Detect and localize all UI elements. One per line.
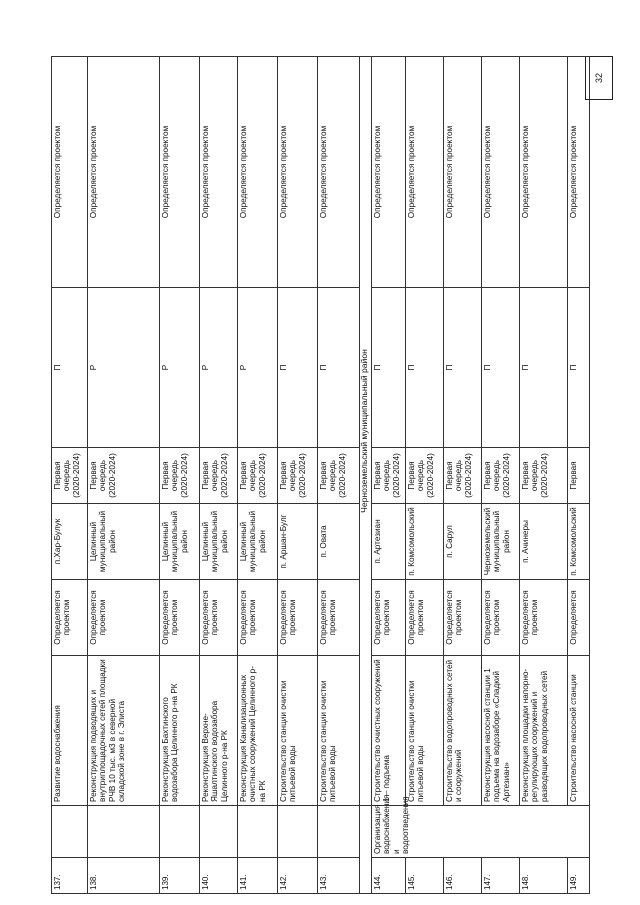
type-cell: П [520,288,568,448]
project-name: Строительство станции очистки питьевой воды [318,656,360,806]
location-cell: п. Ачинеры [520,504,568,580]
type-cell: Р [200,288,238,448]
cost-cell: Определяется проектом [200,580,238,656]
page-number: 32 [594,72,604,84]
finance-cell: Определяется проектом [406,57,444,288]
table-row [372,57,406,894]
stage-cell: Первая очередь (2020-2024) [200,448,238,504]
cost-cell: Определяется проектом [52,580,88,656]
row-number: 143. [318,858,360,894]
group-cell [200,806,238,858]
type-cell: П [482,288,520,448]
row-number: 145. [406,858,444,894]
finance-cell: Определяется проектом [88,57,160,288]
cost-cell: Определяется проектом [406,580,444,656]
table-body [52,57,590,894]
stage-cell: Первая очередь (2020-2024) [318,448,360,504]
section-title: Черноземельский муниципальный район [360,57,372,806]
type-cell: П [406,288,444,448]
type-cell: П [444,288,482,448]
stage-cell: Первая очередь (2020-2024) [160,448,200,504]
project-name: Развитие водоснабжения [52,656,88,806]
location-cell: Целинный муниципальный район [238,504,278,580]
stage-cell: Первая очередь (2020-2024) [482,448,520,504]
project-name: Строительство станции очистки питьевой воды [278,656,318,806]
location-cell: Черноземельский муниципальный район [482,504,520,580]
location-cell: п. Комсомольский [568,504,590,580]
finance-cell: Определяется проектом [372,57,406,288]
location-cell: п. Аршан-Булг [278,504,318,580]
table-row [200,57,238,894]
type-cell: Р [88,288,160,448]
row-number: 148. [520,858,568,894]
table-row [568,57,590,894]
row-number: 146. [444,858,482,894]
finance-cell: Определяется проектом [52,57,88,288]
type-cell: П [52,288,88,448]
table-row [318,57,360,894]
row-number: 144. [372,858,406,894]
type-cell: Р [238,288,278,448]
finance-cell: Определяется проектом [568,57,590,288]
rotated-page [51,57,578,894]
table-row [482,57,520,894]
finance-cell: Определяется проектом [200,57,238,288]
project-name: Строительство насосной станции [568,656,590,806]
table-row [88,57,160,894]
group-cell [318,806,360,858]
cost-cell: Определяется проектом [482,580,520,656]
cost-cell: Определяется проектом [318,580,360,656]
stage-cell: Первая очередь (2020-2024) [238,448,278,504]
table-row [52,57,88,894]
row-number: 141. [238,858,278,894]
cost-cell: Определяется [568,580,590,656]
group-cell [52,806,88,858]
table-row [444,57,482,894]
stage-cell: Первая очередь (2020-2024) [406,448,444,504]
project-name: Реконструкция Верхне-Яшалтинского водозабора Целинного р-на РК [200,656,238,806]
finance-cell: Определяется проектом [482,57,520,288]
row-number: 139. [160,858,200,894]
project-name: Реконструкция Бахтинского водозабора Целинного р-на РК [160,656,200,806]
project-name: Реконструкция насосной станции 1 подъема на водозаборе «Сладкий Артезиан» [482,656,520,806]
finance-cell: Определяется проектом [520,57,568,288]
row-number: 140. [200,858,238,894]
type-cell: П [372,288,406,448]
cost-cell: Определяется проектом [160,580,200,656]
finance-cell: Определяется проектом [160,57,200,288]
location-cell: п. Овата [318,504,360,580]
stage-cell: Первая очередь (2020-2024) [444,448,482,504]
project-name: Строительство станции очистки питьевой воды [406,656,444,806]
type-cell: П [568,288,590,448]
group-cell [278,806,318,858]
project-name: Реконструкция подводящих и внутриплощадочных сетей площадки РЧВ 10 тыс. м3 в северной складской зоне в г. Элиста [88,656,160,806]
group-cell [160,806,200,858]
project-name: Строительство очистных сооружений 1 – подъема [372,656,406,806]
finance-cell: Определяется проектом [444,57,482,288]
row-number: 138. [88,858,160,894]
row-number: 137. [52,858,88,894]
group-cell [238,806,278,858]
stage-cell: Первая очередь (2020-2024) [520,448,568,504]
projects-table [51,56,590,894]
section-title-spacer [360,806,372,894]
cost-cell: Определяется проектом [238,580,278,656]
finance-cell: Определяется проектом [238,57,278,288]
table-row [238,57,278,894]
finance-cell: Определяется проектом [278,57,318,288]
group-cell [88,806,160,858]
type-cell: П [318,288,360,448]
stage-cell: Первая очередь (2020-2024) [372,448,406,504]
table-row [520,57,568,894]
cost-cell: Определяется проектом [444,580,482,656]
location-cell: Целинный муниципальный район [160,504,200,580]
cost-cell: Определяется проектом [88,580,160,656]
location-cell: п.Хар-Булук [52,504,88,580]
project-name: Реконструкция Канализационных очистных сооружений Целинного р-на РК [238,656,278,806]
type-cell: Р [160,288,200,448]
stage-cell: Первая [568,448,590,504]
location-cell: п. Комсомольский [406,504,444,580]
cost-cell: Определяется проектом [372,580,406,656]
location-cell: п. Артезиан [372,504,406,580]
table-row [160,57,200,894]
type-cell: П [278,288,318,448]
project-name: Реконструкция площадки напорно-регулирующих сооружений и разводящих водопроводных сетей [520,656,568,806]
stage-cell: Первая очередь (2020-2024) [278,448,318,504]
stage-cell: Первая очередь (2020-2024) [52,448,88,504]
finance-cell: Определяется проектом [318,57,360,288]
group-label: Организация водоснабжения и водоотведения [372,806,590,858]
location-cell: Целинный муниципальный район [88,504,160,580]
table-viewport [51,57,578,894]
location-cell: Целинный муниципальный район [200,504,238,580]
cost-cell: Определяется проектом [520,580,568,656]
row-number: 142. [278,858,318,894]
cost-cell: Определяется проектом [278,580,318,656]
table-row [278,57,318,894]
row-number: 147. [482,858,520,894]
stage-cell: Первая очередь (2020-2024) [88,448,160,504]
project-name: Строительство водопроводных сетей и сооружений [444,656,482,806]
section-title-row [360,57,372,894]
table-row [406,57,444,894]
location-cell: п. Сарул [444,504,482,580]
row-number: 149. [568,858,590,894]
